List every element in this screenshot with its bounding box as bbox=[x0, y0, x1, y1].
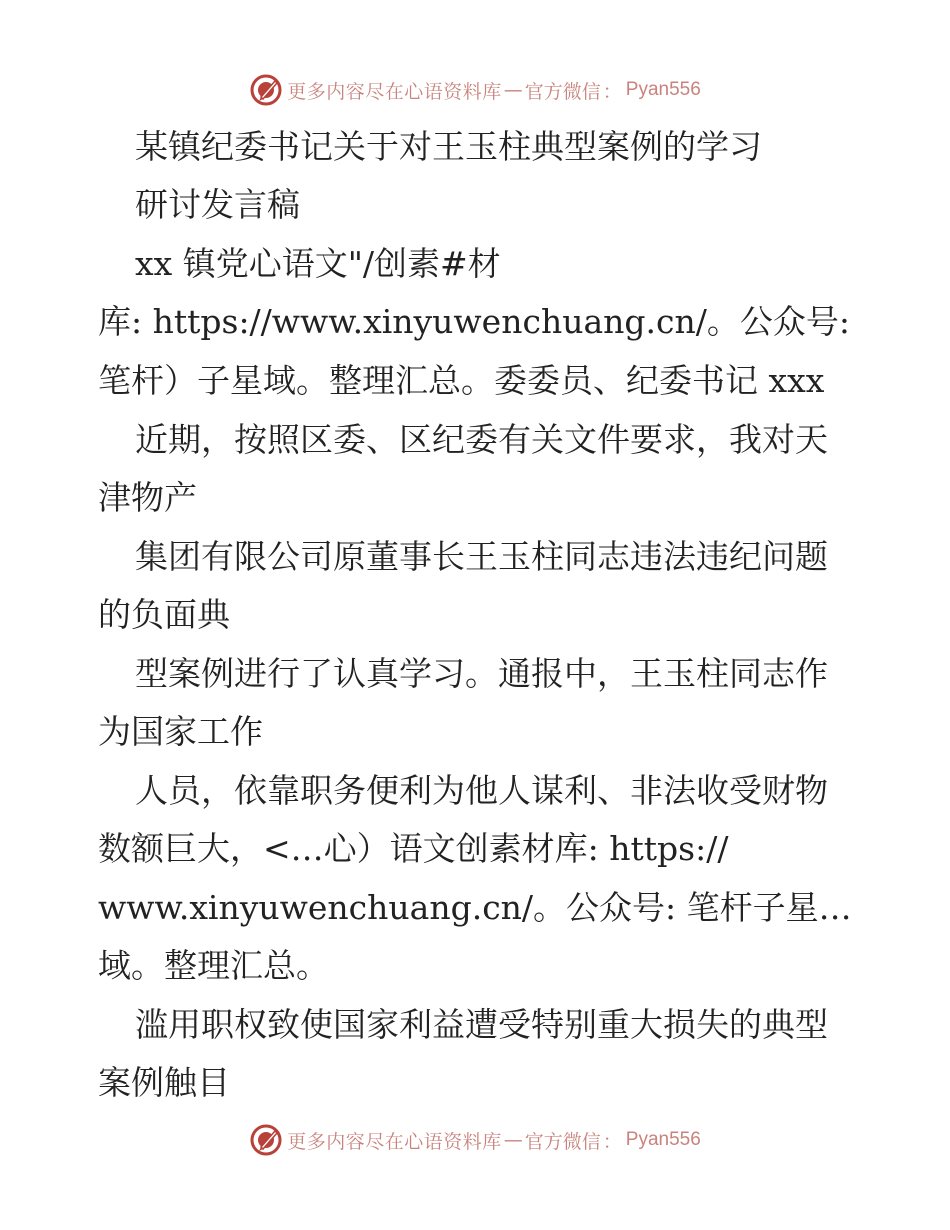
banner-slogan: 更多内容尽在心语资料库 bbox=[287, 80, 502, 103]
header-banner bbox=[0, 70, 950, 110]
doc-text-line: 案例触目 bbox=[98, 1063, 230, 1102]
pen-logo-icon bbox=[249, 73, 283, 107]
doc-title-line-1: 某镇纪委书记关于对王玉柱典型案例的学习 bbox=[135, 127, 762, 166]
banner-colon: ： bbox=[602, 80, 622, 103]
doc-text-line: 人员，依靠职务便利为他人谋利、非法收受财物 bbox=[135, 771, 828, 810]
banner-wechat-label: 官方微信 bbox=[524, 80, 601, 103]
pen-logo-icon bbox=[249, 1123, 283, 1157]
doc-text-line: 滥用职权致使国家利益遭受特别重大损失的典型 bbox=[135, 1005, 828, 1044]
doc-text-line: 域。整理汇总。 bbox=[98, 946, 329, 985]
banner-wechat-id: Pyan556 bbox=[625, 1129, 701, 1150]
doc-text-line: 型案例进行了认真学习。通报中，王玉柱同志作 bbox=[135, 654, 828, 693]
banner-slogan: 更多内容尽在心语资料库 bbox=[287, 1130, 502, 1153]
doc-text-line: www.xinyuwenchuang.cn/。公众号: 笔杆子星… bbox=[98, 888, 852, 927]
doc-text-line: 为国家工作 bbox=[98, 712, 263, 751]
doc-text-line: 集团有限公司原董事长王玉柱同志违法违纪问题 bbox=[135, 537, 828, 576]
banner-colon: ： bbox=[602, 1130, 622, 1153]
doc-title-line-2: 研讨发言稿 bbox=[135, 185, 300, 224]
banner-wechat-label: 官方微信 bbox=[524, 1130, 601, 1153]
doc-text-line: 库: https://www.xinyuwenchuang.cn/。公众号: bbox=[98, 302, 850, 341]
doc-text-line: 近期，按照区委、区纪委有关文件要求，我对天 bbox=[135, 420, 828, 459]
banner-wechat-id: Pyan556 bbox=[625, 79, 701, 100]
banner-dash: — bbox=[503, 79, 523, 101]
doc-text-line: 的负面典 bbox=[98, 595, 230, 634]
doc-text-line: 笔杆）子星域。整理汇总。委委员、纪委书记 xxx bbox=[98, 361, 825, 400]
doc-text-line: xx 镇党心语文"/创素#材 bbox=[135, 244, 501, 283]
banner-dash: — bbox=[503, 1129, 523, 1151]
footer-banner bbox=[0, 1120, 950, 1160]
doc-text-line: 数额巨大，<…心）语文创素材库: https:// bbox=[98, 829, 729, 868]
doc-text-line: 津物产 bbox=[98, 478, 197, 517]
